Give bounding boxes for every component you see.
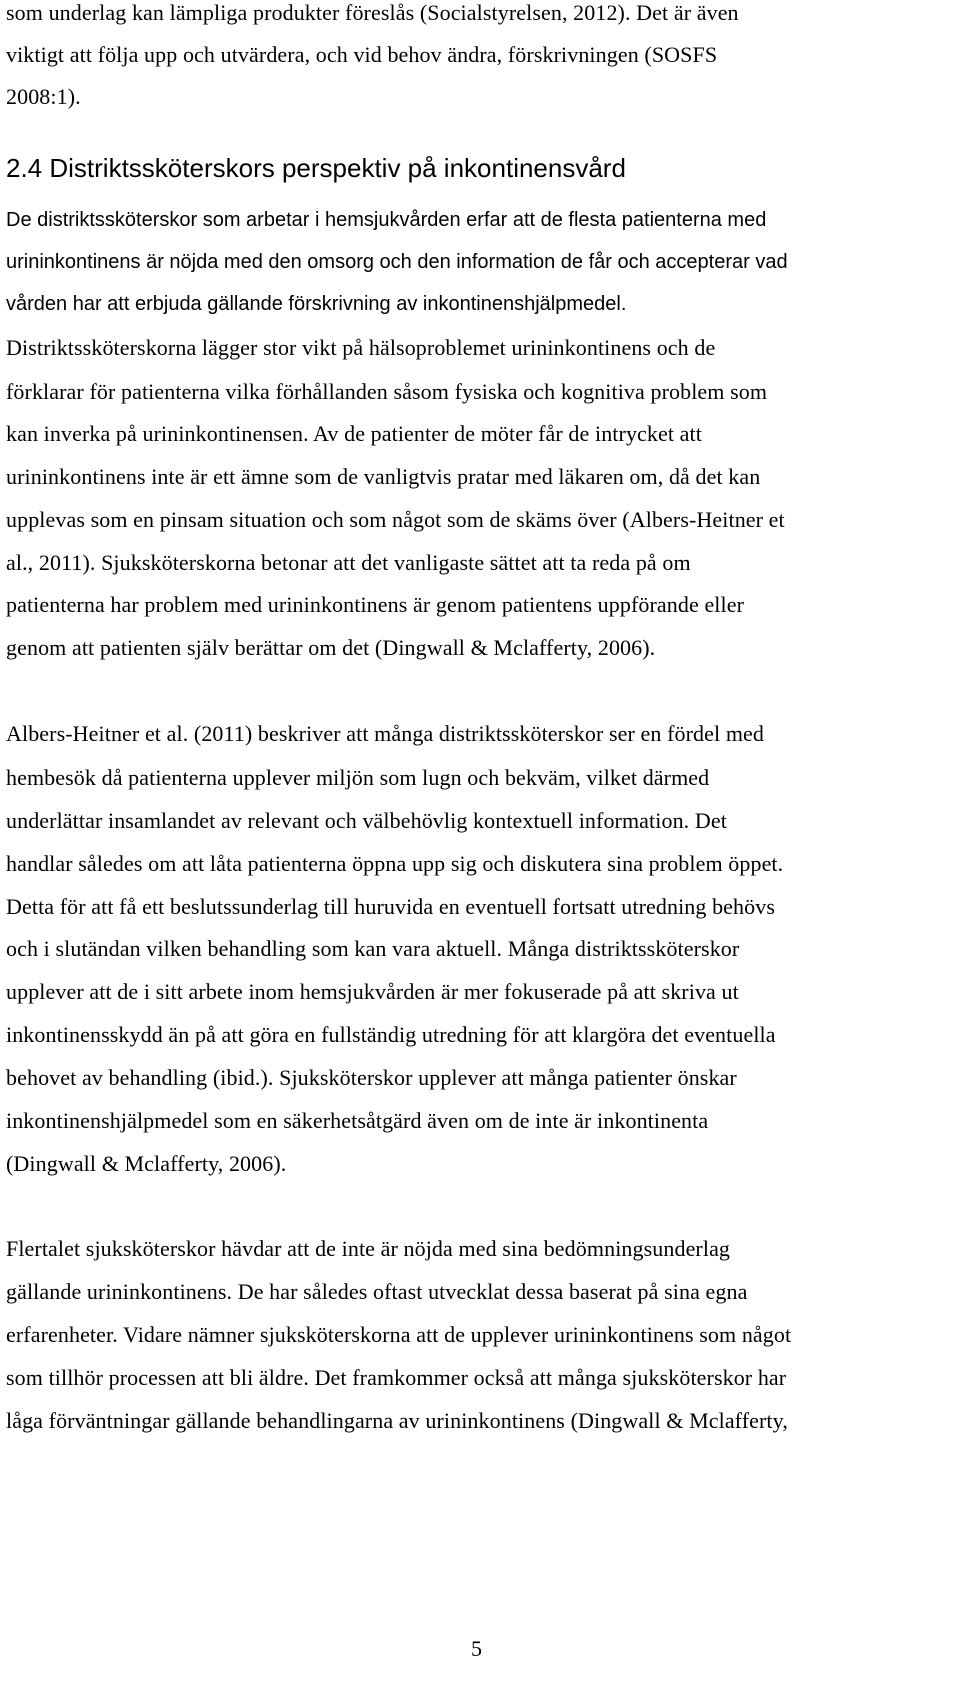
paragraph-2-line-1: Albers-Heitner et al. (2011) beskriver att många distriktssköterskor ser en fördel med [6,721,764,746]
paragraph-2-line-2: hembesök då patienterna upplever miljön som lugn och bekväm, vilket därmed [6,765,710,790]
top-paragraph-line-1: som underlag kan lämpliga produkter föreslås (Socialstyrelsen, 2012). Det är även [6,0,739,25]
paragraph-2-line-3: underlättar insamlandet av relevant och välbehövlig kontextuell information. Det [6,808,727,833]
section-serif-line-1: Distriktssköterskorna lägger stor vikt på hälsoproblemet urininkontinens och de [6,335,716,360]
top-paragraph-line-2: viktigt att följa upp och utvärdera, och vid behov ändra, förskrivningen (SOSFS [6,42,718,67]
section-serif-line-2: förklarar för patienterna vilka förhållanden såsom fysiska och kognitiva problem som [6,379,768,404]
paragraph-3-line-1: Flertalet sjuksköterskor hävdar att de inte är nöjda med sina bedömningsunderlag [6,1236,731,1261]
paragraph-2-line-4: handlar således om att låta patienterna öppna upp sig och diskutera sina problem öppet. [6,851,784,876]
section-serif-line-6: al., 2011). Sjuksköterskorna betonar att det vanligaste sättet att ta reda på om [6,550,691,575]
paragraph-2-line-5: Detta för att få ett beslutssunderlag till huruvida en eventuell fortsatt utredning behövs [6,894,776,919]
paragraph-3-line-4: som tillhör processen att bli äldre. Det framkommer också att många sjuksköterskor har [6,1365,787,1390]
paragraph-2-line-6: och i slutändan vilken behandling som kan vara aktuell. Många distriktssköterskor [6,936,740,961]
paragraph-2-line-9: behovet av behandling (ibid.). Sjuksköterskor upplever att många patienter önskar [6,1065,737,1090]
section-serif-line-8: genom att patienten själv berättar om det (Dingwall & Mclafferty, 2006). [6,635,656,660]
section-sans-line-1: De distriktssköterskor som arbetar i hemsjukvården erfar att de flesta patienterna med [6,209,767,231]
section-serif-line-4: urininkontinens inte är ett ämne som de vanligtvis pratar med läkaren om, då det kan [6,464,761,489]
paragraph-2-line-7: upplever att de i sitt arbete inom hemsjukvården är mer fokuserade på att skriva ut [6,979,739,1004]
paragraph-2-line-8: inkontinensskydd än på att göra en fullständig utredning för att klargöra det eventuella [6,1022,776,1047]
paragraph-3-line-2: gällande urininkontinens. De har således oftast utvecklat dessa baserat på sina egna [6,1279,748,1304]
top-paragraph-line-3: 2008:1). [6,84,81,109]
section-sans-line-3: vården har att erbjuda gällande förskrivning av inkontinenshjälpmedel. [6,293,627,315]
section-sans-line-2: urininkontinens är nöjda med den omsorg och den information de får och accepterar vad [6,251,788,273]
section-serif-line-7: patienterna har problem med urininkontinens är genom patientens uppförande eller [6,592,745,617]
section-serif-line-5: upplevas som en pinsam situation och som något som de skäms över (Albers-Heitner et [6,507,785,532]
section-serif-line-3: kan inverka på urininkontinensen. Av de patienter de möter får de intrycket att [6,421,702,446]
page-number: 5 [471,1636,482,1661]
paragraph-2-line-11: (Dingwall & Mclafferty, 2006). [6,1151,287,1176]
paragraph-2-line-10: inkontinenshjälpmedel som en säkerhetsåtgärd även om de inte är inkontinenta [6,1108,709,1133]
paragraph-3-line-3: erfarenheter. Vidare nämner sjuksköterskorna att de upplever urininkontinens som något [6,1322,792,1347]
paragraph-3-line-5: låga förväntningar gällande behandlingarna av urininkontinens (Dingwall & Mclafferty, [6,1408,788,1433]
section-heading: 2.4 Distriktssköterskors perspektiv på inkontinensvård [6,153,626,183]
